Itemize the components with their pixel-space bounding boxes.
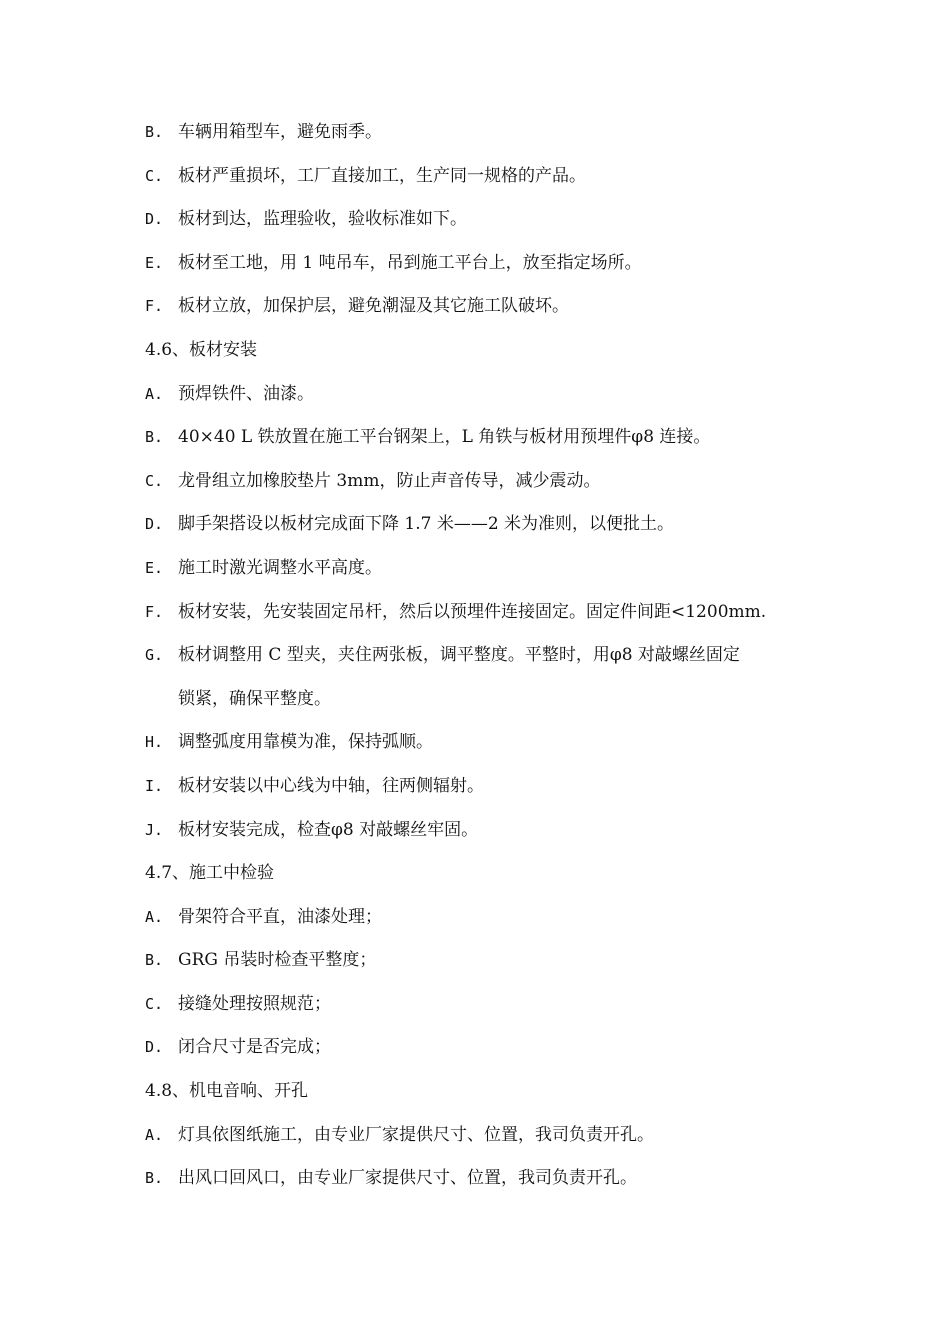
section-heading: 4.8、机电音响、开孔 xyxy=(145,1081,309,1102)
list-item-label: A. xyxy=(145,1125,164,1144)
list-item-text: 接缝处理按照规范； xyxy=(178,993,331,1014)
list-item-text: 车辆用箱型车，避免雨季。 xyxy=(178,122,382,142)
list-item xyxy=(145,247,825,291)
list-item-text: 板材安装，先安装固定吊杆，然后以预埋件连接固定。固定件间距<1200mm. xyxy=(178,601,767,622)
list-item xyxy=(145,552,825,596)
list-item-text: 板材调整用 C 型夹，夹住两张板，调平整度。平整时，用φ8 对敲螺丝固定 xyxy=(178,645,740,666)
list-item-label: B. xyxy=(145,428,164,447)
list-item-text: 板材立放，加保护层，避免潮湿及其它施工队破坏。 xyxy=(178,296,569,317)
list-item-text: 调整弧度用靠模为准，保持弧顺。 xyxy=(178,732,433,753)
list-item xyxy=(145,116,825,160)
list-item xyxy=(145,639,825,683)
list-item xyxy=(145,290,825,334)
section-heading: 4.6、板材安装 xyxy=(145,339,258,360)
list-item xyxy=(145,770,825,814)
document-body xyxy=(145,116,825,1206)
list-item xyxy=(145,1031,825,1075)
list-item-label: C. xyxy=(145,166,164,185)
list-item-label: H. xyxy=(145,733,164,752)
list-item-text: GRG 吊装时检查平整度； xyxy=(178,950,377,971)
list-item xyxy=(145,508,825,552)
list-item-text: 40×40 L 铁放置在施工平台钢架上，L 角铁与板材用预埋件φ8 连接。 xyxy=(178,427,711,448)
list-item-text: 施工时激光调整水平高度。 xyxy=(178,557,382,578)
list-item-label: E. xyxy=(145,253,164,272)
list-item xyxy=(145,1162,825,1206)
list-item xyxy=(145,1119,825,1163)
list-item-text: 板材安装以中心线为中轴，往两侧辐射。 xyxy=(178,775,484,796)
list-item xyxy=(145,814,825,858)
list-item-label: A. xyxy=(145,384,164,403)
list-item-text: 板材安装完成，检查φ8 对敲螺丝牢固。 xyxy=(178,819,479,840)
list-item-label: D. xyxy=(145,210,164,229)
list-item xyxy=(145,465,825,509)
list-item xyxy=(145,378,825,422)
list-item-label: B. xyxy=(145,951,164,970)
list-item-label: B. xyxy=(145,1169,164,1188)
list-item xyxy=(145,726,825,770)
list-item xyxy=(145,596,825,640)
list-item-text: 板材到达，监理验收，验收标准如下。 xyxy=(178,209,467,230)
list-item-label: F. xyxy=(145,602,164,621)
list-item xyxy=(145,421,825,465)
list-item-text: 脚手架搭设以板材完成面下降 1.7 米——2 米为准则，以便批土。 xyxy=(178,514,675,535)
list-item-text: 板材至工地，用 1 吨吊车，吊到施工平台上，放至指定场所。 xyxy=(178,252,642,273)
list-item-text: 灯具依图纸施工，由专业厂家提供尺寸、位置，我司负责开孔。 xyxy=(178,1124,654,1145)
list-item xyxy=(145,203,825,247)
list-item-label: B. xyxy=(145,123,164,141)
list-item-label: C. xyxy=(145,994,164,1013)
list-item-text: 骨架符合平直，油漆处理； xyxy=(178,906,382,927)
list-item-label: E. xyxy=(145,558,164,577)
list-item xyxy=(145,901,825,945)
list-item-label: J. xyxy=(145,820,164,839)
list-item-label: G. xyxy=(145,646,164,665)
list-item xyxy=(145,160,825,204)
list-item xyxy=(145,988,825,1032)
list-item-text: 预焊铁件、油漆。 xyxy=(178,383,314,404)
list-item-label: D. xyxy=(145,515,164,534)
list-item-label: D. xyxy=(145,1038,164,1057)
list-item-label: I. xyxy=(145,776,164,795)
list-item-text: 龙骨组立加橡胶垫片 3mm，防止声音传导，减少震动。 xyxy=(178,470,601,491)
list-item-text: 板材严重损坏，工厂直接加工，生产同一规格的产品。 xyxy=(178,165,586,186)
section-heading: 4.7、施工中检验 xyxy=(145,863,275,884)
list-item-text: 闭合尺寸是否完成； xyxy=(178,1037,331,1058)
list-item-text: 出风口回风口，由专业厂家提供尺寸、位置，我司负责开孔。 xyxy=(178,1168,637,1189)
list-item xyxy=(145,944,825,988)
list-item-label: F. xyxy=(145,297,164,316)
list-item-label: A. xyxy=(145,907,164,926)
list-item-continuation: 锁紧，确保平整度。 xyxy=(178,688,331,709)
list-item-label: C. xyxy=(145,471,164,490)
